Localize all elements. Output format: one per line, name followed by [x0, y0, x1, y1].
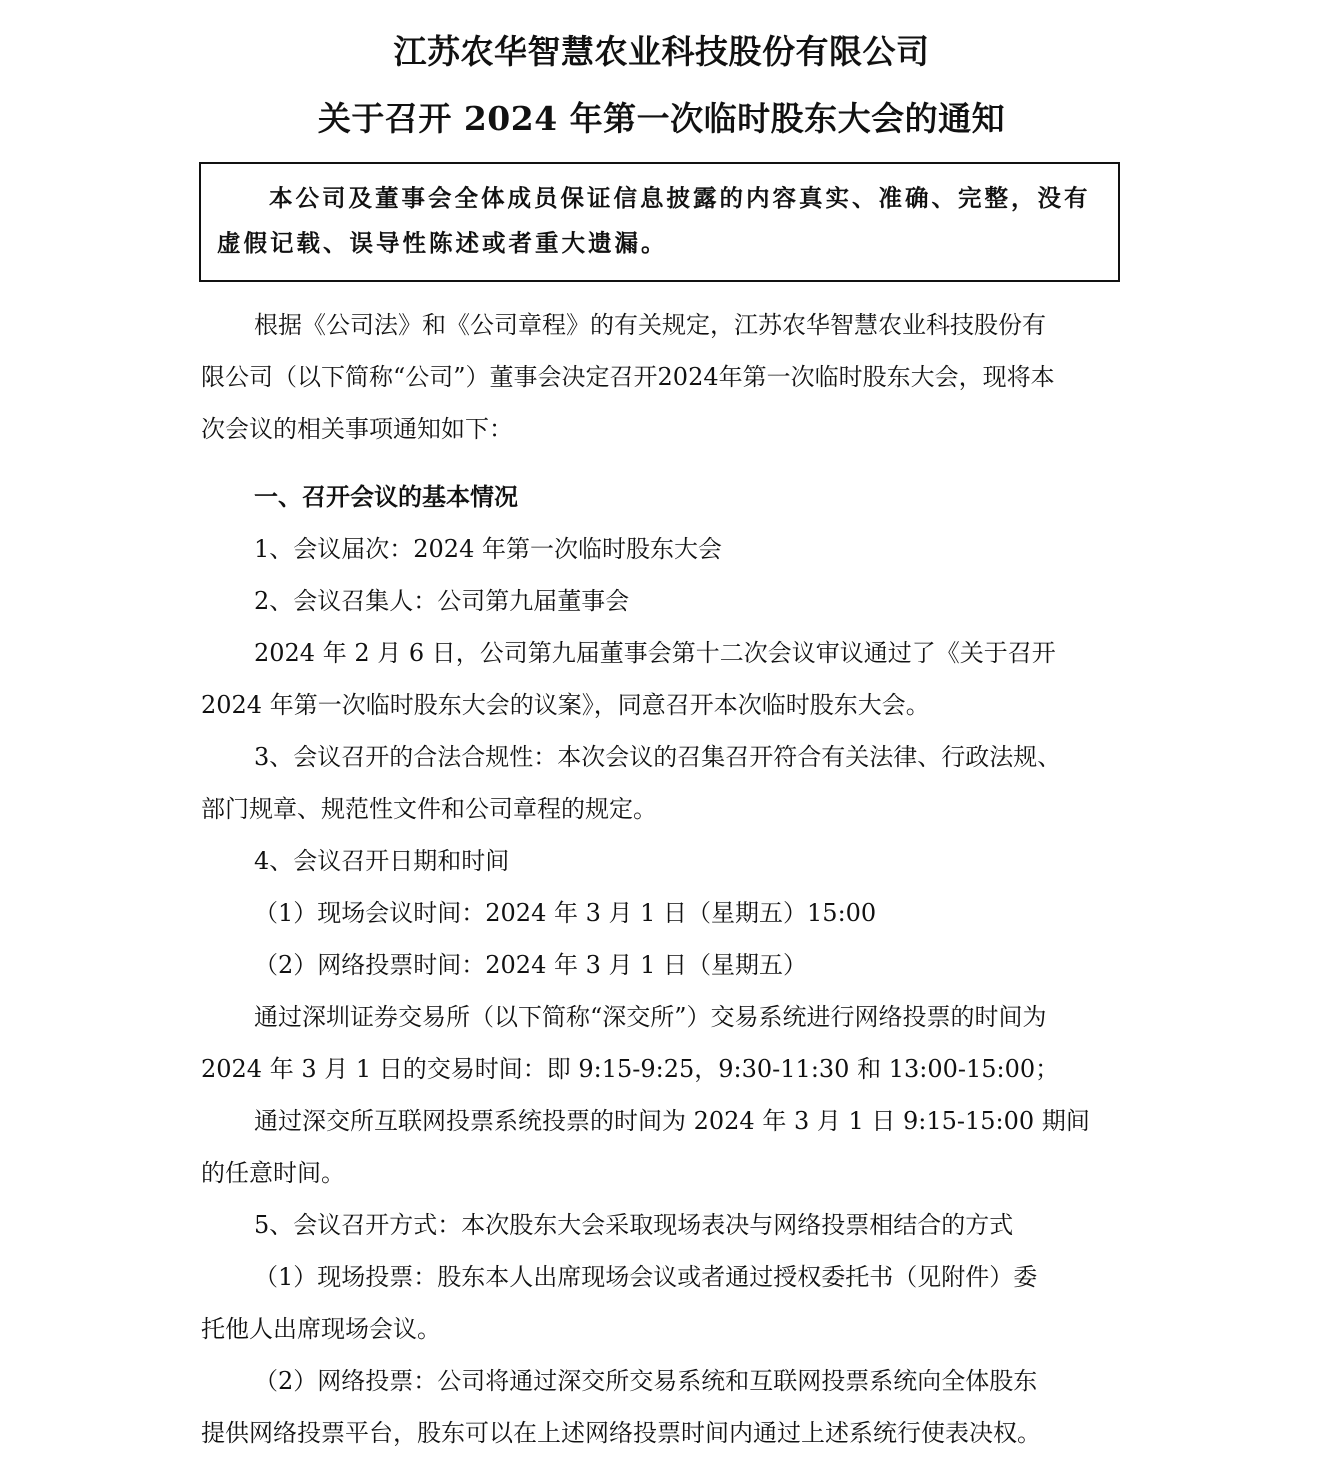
paragraph-line: （2）网络投票时间：2024 年 3 月 1 日（星期五）	[254, 951, 808, 979]
paragraph-line: 部门规章、规范性文件和公司章程的规定。	[201, 795, 657, 823]
disclosure-statement-line: 虚假记载、误导性陈述或者重大遗漏。	[217, 229, 668, 257]
section-heading: 一、召开会议的基本情况	[254, 483, 518, 511]
paragraph-line: （1）现场会议时间：2024 年 3 月 1 日（星期五）15:00	[254, 899, 877, 927]
paragraph-line: 2024 年第一次临时股东大会的议案》，同意召开本次临时股东大会。	[201, 691, 930, 719]
paragraph-line: 提供网络投票平台，股东可以在上述网络投票时间内通过上述系统行使表决权。	[201, 1419, 1041, 1447]
paragraph-line: 1、会议届次：2024 年第一次临时股东大会	[254, 535, 722, 563]
paragraph-line: 2024 年 2 月 6 日，公司第九届董事会第十二次会议审议通过了《关于召开	[254, 639, 1056, 667]
paragraph-line: 2、会议召集人：公司第九届董事会	[254, 587, 630, 615]
paragraph-line: （2）网络投票：公司将通过深交所交易系统和互联网投票系统向全体股东	[254, 1367, 1038, 1395]
paragraph-line: 4、会议召开日期和时间	[254, 847, 510, 875]
intro-line: 限公司（以下简称“公司”）董事会决定召开2024年第一次临时股东大会，现将本	[201, 363, 1055, 391]
intro-line: 次会议的相关事项通知如下：	[201, 415, 513, 443]
paragraph-line: 的任意时间。	[201, 1159, 345, 1187]
paragraph-line: 2024 年 3 月 1 日的交易时间：即 9:15-9:25，9:30-11:30 和 13:00-15:00；	[201, 1055, 1060, 1083]
company-title: 江苏农华智慧农业科技股份有限公司	[393, 32, 930, 71]
paragraph-line: 通过深圳证券交易所（以下简称“深交所”）交易系统进行网络投票的时间为	[254, 1003, 1047, 1031]
paragraph-line: 托他人出席现场会议。	[201, 1315, 441, 1343]
disclosure-statement-line: 本公司及董事会全体成员保证信息披露的内容真实、准确、完整，没有	[269, 184, 1091, 212]
intro-line: 根据《公司法》和《公司章程》的有关规定，江苏农华智慧农业科技股份有	[254, 311, 1046, 339]
paragraph-line: 5、会议召开方式：本次股东大会采取现场表决与网络投票相结合的方式	[254, 1211, 1014, 1239]
paragraph-line: 3、会议召开的合法合规性：本次会议的召集召开符合有关法律、行政法规、	[254, 743, 1062, 771]
paragraph-line: 通过深交所互联网投票系统投票的时间为 2024 年 3 月 1 日 9:15-15:00 期间	[254, 1107, 1090, 1135]
paragraph-line: （1）现场投票：股东本人出席现场会议或者通过授权委托书（见附件）委	[254, 1263, 1038, 1291]
notice-title: 关于召开 2024 年第一次临时股东大会的通知	[317, 99, 1006, 138]
disclosure-statement-box	[199, 162, 1120, 282]
